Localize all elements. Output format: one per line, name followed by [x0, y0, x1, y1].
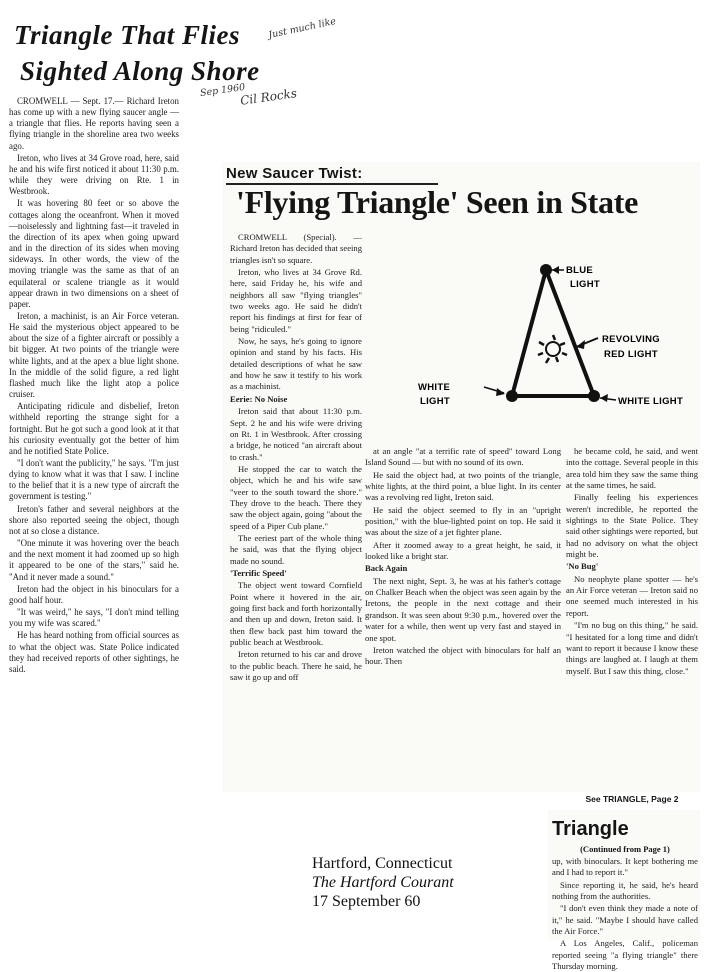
paragraph: Anticipating ridicule and disbelief, Ireton withheld reporting the strange sight for a fortnight. But he got such a good look at it that his curiosity eventually got the better of him and he notified State Police. — [9, 401, 179, 456]
paragraph: at an angle "at a terrific rate of speed" toward Long Island Sound — but with no sound of its own. — [365, 446, 561, 468]
article-headline: 'Flying Triangle' Seen in State — [236, 184, 638, 220]
label-white-left-light: LIGHT — [420, 396, 450, 407]
paragraph: The eeriest part of the whole thing he said, was that the flying object made no sound. — [230, 532, 362, 566]
continuation-title: Triangle — [552, 818, 629, 840]
paragraph: He said the object seemed to fly in an "upright position," with the blue-lighted point on top. He said it was about the size of a jet fighter plane. — [365, 504, 561, 538]
paragraph: "It was weird," he says, "I don't mind telling you my wife was scared." — [9, 607, 179, 629]
paragraph: Ireton said that about 11:30 p.m. Sept. 2 he and his wife were driving on Rt. 1 in Westbrook. After crossing a bridge, he noticed "an aircraft about to crash." — [230, 406, 362, 462]
handwritten-note: Just much like — [267, 15, 337, 42]
paragraph: He stopped the car to watch the object, which he and his wife saw "veer to the south toward the shore." They drove to the beach. There they saw the object again, going "about the speed of a Piper Cub plane." — [230, 463, 362, 531]
paragraph: It was hovering 80 feet or so above the cottages along the oceanfront. When it moved—noiselessly and lightning fast—it traveled in the direction of its apex when going upward and in the direction of its sides when moving sideways. In other words, the view of the moving triangle was the same as that of an equilateral or scalene triangle as it would appear drawn in two dimensions on a sheet of paper. — [9, 198, 179, 309]
article-column-1 — [230, 232, 362, 792]
clipping-left-body — [9, 96, 179, 922]
source-date: 17 September 60 — [312, 893, 421, 910]
label-light: LIGHT — [570, 279, 600, 290]
triangle-diagram — [366, 256, 700, 436]
paragraph: "I'm no bug on this thing," he said. "I hesitated for a long time and didn't want to report it because I know these things are laughed at. I laugh at them myself. But I saw this thing, close." — [566, 620, 698, 676]
paragraph: Since reporting it, he said, he's heard nothing from the authorities. — [552, 879, 698, 902]
paragraph: He has heard nothing from official sources as to what the object was. State Police indicated they had received reports of other sightings, he said. — [9, 630, 179, 674]
clipping-left-headline-1: Triangle That Flies — [14, 20, 241, 50]
paragraph: up, with binoculars. It kept bothering me and I had to report it." — [552, 856, 698, 878]
subhead: 'Terrific Speed' — [230, 567, 287, 578]
paragraph: No neophyte plane spotter — he's an Air Force veteran — Ireton said no one seemed much interested in his report. — [566, 573, 698, 618]
article-column-3 — [566, 446, 698, 776]
blue-light-dot — [540, 264, 552, 276]
triangle-left-edge — [512, 270, 546, 396]
source-paper: The Hartford Courant — [312, 874, 454, 891]
white-light-dot-right — [588, 390, 600, 402]
subhead: 'No Bug' — [566, 561, 599, 572]
continuation-body — [552, 856, 698, 972]
paragraph: Ireton watched the object with binoculars for half an hour. Then — [365, 644, 561, 667]
label-white-left: WHITE — [418, 382, 451, 393]
label-white-right: WHITE LIGHT — [618, 396, 684, 407]
label-blue: BLUE — [566, 265, 594, 276]
handwritten-date: Sep 1960 — [199, 81, 246, 100]
kicker-text: New Saucer Twist: — [226, 165, 363, 182]
article-column-2 — [365, 446, 561, 792]
paragraph: Ireton returned to his car and drove to the public beach. There he said, he saw it go up and off — [230, 649, 362, 683]
paragraph: After it zoomed away to a great height, he said, it looked like a bright star. — [365, 539, 561, 562]
jump-line: See TRIANGLE, Page 2 — [585, 794, 679, 804]
label-revolving: REVOLVING — [602, 334, 660, 345]
paragraph: Finally feeling his experiences weren't incredible, he reported the sightings to the State Police. They said other sightings were reported, but had no advisory on what the object might be. — [566, 492, 698, 560]
paragraph: Ireton, who lives at 34 Grove Rd. here, said Friday he, his wife and neighbors all saw "flying triangles" two weeks ago. He said he didn't report his findings at first for fear of being "ridiculed." — [230, 267, 362, 334]
label-red-light: RED LIGHT — [604, 349, 658, 360]
paragraph: A Los Angeles, Calif., policeman reported seeing "a flying triangle" there Thursday morning. — [552, 938, 698, 972]
subhead: Eerie: No Noise — [230, 393, 288, 404]
paragraph: CROMWELL — Sept. 17.— Richard Ireton has come up with a new flying saucer angle —a triangle that flies. He reports having seen a flying triangle in the shoreline area two weeks ago. — [9, 96, 179, 151]
paragraph: "One minute it was hovering over the beach and the next moment it had zoomed up so high it appeared to be one of the stars," said he. "And it never made a sound." — [9, 538, 179, 582]
clipping-left-headline-2: Sighted Along Shore — [20, 56, 260, 86]
paragraph: The next night, Sept. 3, he was at his father's cottage on Chalker Beach when the object was seen again by the Iretons, the people in the next cottage and their grandson. It was seen about 9:30 p.m., hovered over the water for a while, then went up very fast and stayed in one spot. — [365, 575, 561, 643]
paragraph: Ireton's father and several neighbors at the shore also reported seeing the object, though not at so close a distance. — [9, 503, 179, 536]
paragraph: Ireton had the object in his binoculars for a good half hour. — [9, 583, 179, 605]
paragraph: Now, he says, he's going to ignore opinion and stand by his facts. His detailed descriptions of what he saw and how he saw it testify to his work as a machinist. — [230, 336, 362, 392]
source-city: Hartford, Connecticut — [312, 855, 453, 872]
kicker — [226, 165, 438, 185]
subhead: Back Again — [365, 563, 408, 574]
revolving-light-icon — [538, 335, 567, 363]
paragraph: He said the object had, at two points of the triangle, white lights, at the third point, a blue light. In its center was a revolving red light, Ireton said. — [365, 469, 561, 503]
paragraph: Ireton, who lives at 34 Grove road, here, said he and his wife first noticed it about 11:30 p.m. while they were driving on Rte. 1 in Westbrook. — [9, 152, 179, 197]
paragraph: CROMWELL (Special). — Richard Ireton has decided that seeing triangles isn't so square. — [230, 232, 362, 265]
continued-from: (Continued from Page 1) — [580, 844, 670, 854]
paragraph: "I don't want the publicity," he says. "I'm just dying to know what it was that I saw. I incline to the belief that it is a new type of aircraft the government is testing." — [9, 458, 179, 502]
paragraph: "I don't even think they made a note of it," he said. "Maybe I should have called the Air Force." — [552, 903, 698, 937]
paragraph: he became cold, he said, and went into the cottage. Several people in this area told him they saw the same thing at the same times, he said. — [566, 446, 698, 491]
paragraph: The object went toward Cornfield Point where it hovered in the air, going first back and forth horizontally and then up and down, Ireton said. It then flew back past him toward the public beach at Westbrook. — [230, 580, 362, 648]
paragraph: Ireton, a machinist, is an Air Force veteran. He said the mysterious object appeared to be about the size of a fighter aircraft or possibly a bit bigger. At two points of the triangle were white lights, and at the apex a blue light shone. In the middle of the solid figure, a red light flashed much like the light atop a police cruiser. — [9, 310, 179, 400]
white-light-dot-left — [506, 390, 518, 402]
handwritten-signature: Cil Rocks — [239, 86, 298, 108]
